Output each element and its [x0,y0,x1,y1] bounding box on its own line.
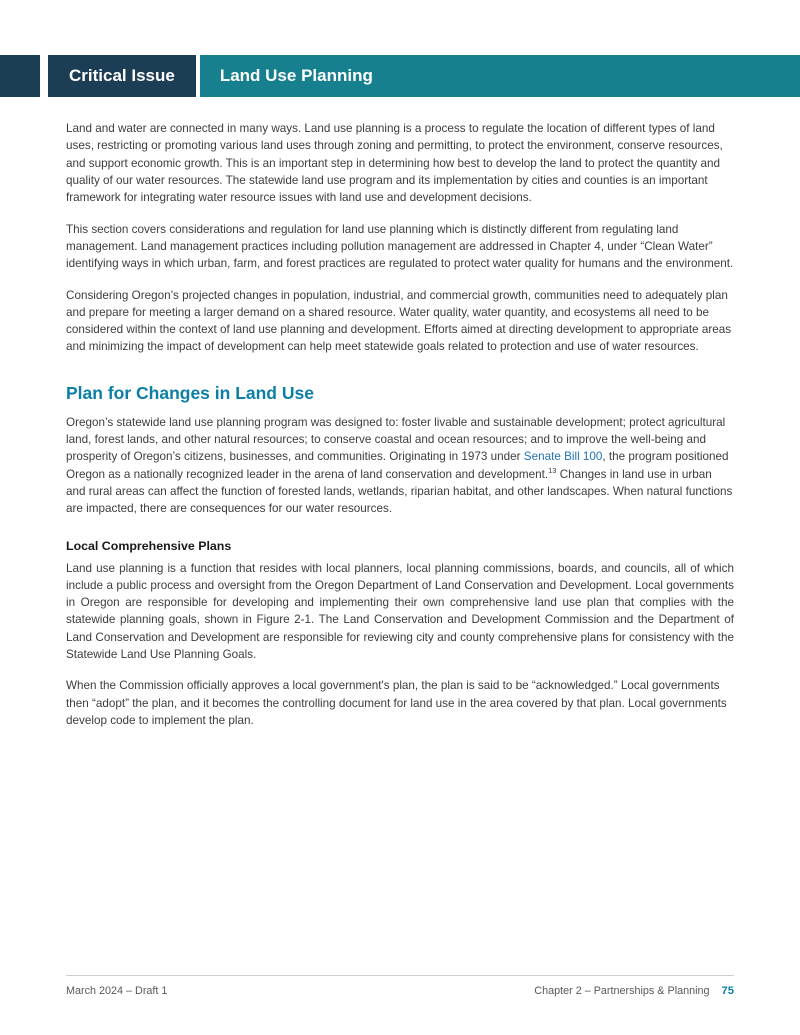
footer-chapter-block [534,985,734,997]
page-content [66,120,734,743]
footnote-reference-13: 13 [548,465,557,475]
page-number: 75 [721,985,734,997]
sub-heading-local-comprehensive-plans: Local Comprehensive Plans [66,538,232,553]
plan-section-paragraph [66,414,734,518]
plan-paragraph-after-link: , the program positioned Oregon as a nationally recognized leader in the arena of land conservation and development. [66,450,729,481]
plan-paragraph-tail: Changes in land use in urban and rural areas can affect the function of forested lands, wetlands, riparian habitat, and other landscapes. When natural functions are impacted, there are consequences for our water resources. [66,467,733,516]
intro-paragraph-3: Considering Oregon’s projected changes in population, industrial, and commercial growth, communities need to adequately plan and prepare for meeting a larger demand on a shared resource. Water quality, water quantity, and ecosystems all need to be considered within the context of land use planning and development. Efforts aimed at directing development to appropriate areas and minimizing the impact of development can help meet statewide goals related to protection and use of water resources. [66,288,732,354]
banner-edge-block [0,55,40,97]
footer-chapter-label: Chapter 2 – Partnerships & Planning [534,985,710,997]
senate-bill-100-link[interactable]: Senate Bill 100 [523,450,603,464]
section-heading-plan-for-changes: Plan for Changes in Land Use [66,382,314,403]
intro-paragraph-1: Land and water are connected in many ways. Land use planning is a process to regulate the location of different types of land uses, restricting or promoting various land uses through zoning and permitting, to protect the environment, conserve resources, and support economic growth. This is an important step in determining how best to develop the land to protect the quantity and quality of our water resources. The statewide land use program and its implementation by cities and counties is an important framework for integrating water resource issues with land use and development decisions. [66,122,723,205]
footer-draft-label: March 2024 – Draft 1 [66,985,168,997]
intro-paragraph-2: This section covers considerations and regulation for land use planning which is distinctly different from regulating land management. Land management practices including pollution management are addressed in Chapter 4, under “Clean Water” identifying ways in which urban, farm, and forest practices are regulated to protect water quality for humans and the environment. [66,222,734,271]
page-banner [0,55,800,97]
local-plans-paragraph-2: When the Commission officially approves a local government's plan, the plan is said to be “acknowledged.” Local governments then “adopt” the plan, and it becomes the controlling document for land use in the area covered by that plan. Local governments develop code to implement the plan. [66,679,727,727]
plan-paragraph-before-link: Oregon’s statewide land use planning program was designed to: foster livable and sustainable development; protect agricultural land, forest lands, and other natural resources; to conserve coastal and ocean resources; and to improve the well-being and prosperity of Oregon’s citizens, businesses, and communities. Originating in 1973 under [66,415,726,464]
banner-title: Land Use Planning [200,55,800,97]
critical-issue-label: Critical Issue [48,55,196,97]
page-footer [66,975,734,997]
local-plans-paragraph-1: Land use planning is a function that resides with local planners, local planning commissions, boards, and councils, all of which include a public process and oversight from the Oregon Department of Land Conservation and Development. Local governments in Oregon are responsible for developing and implementing their own comprehensive land use plan that complies with the statewide planning goals, shown in Figure 2-1. The Land Conservation and Development Commission and the Department of Land Conservation and Development are responsible for reviewing city and county comprehensive plans for consistency with the Statewide Land Use Planning Goals. [66,561,734,662]
banner-gap [40,55,48,97]
